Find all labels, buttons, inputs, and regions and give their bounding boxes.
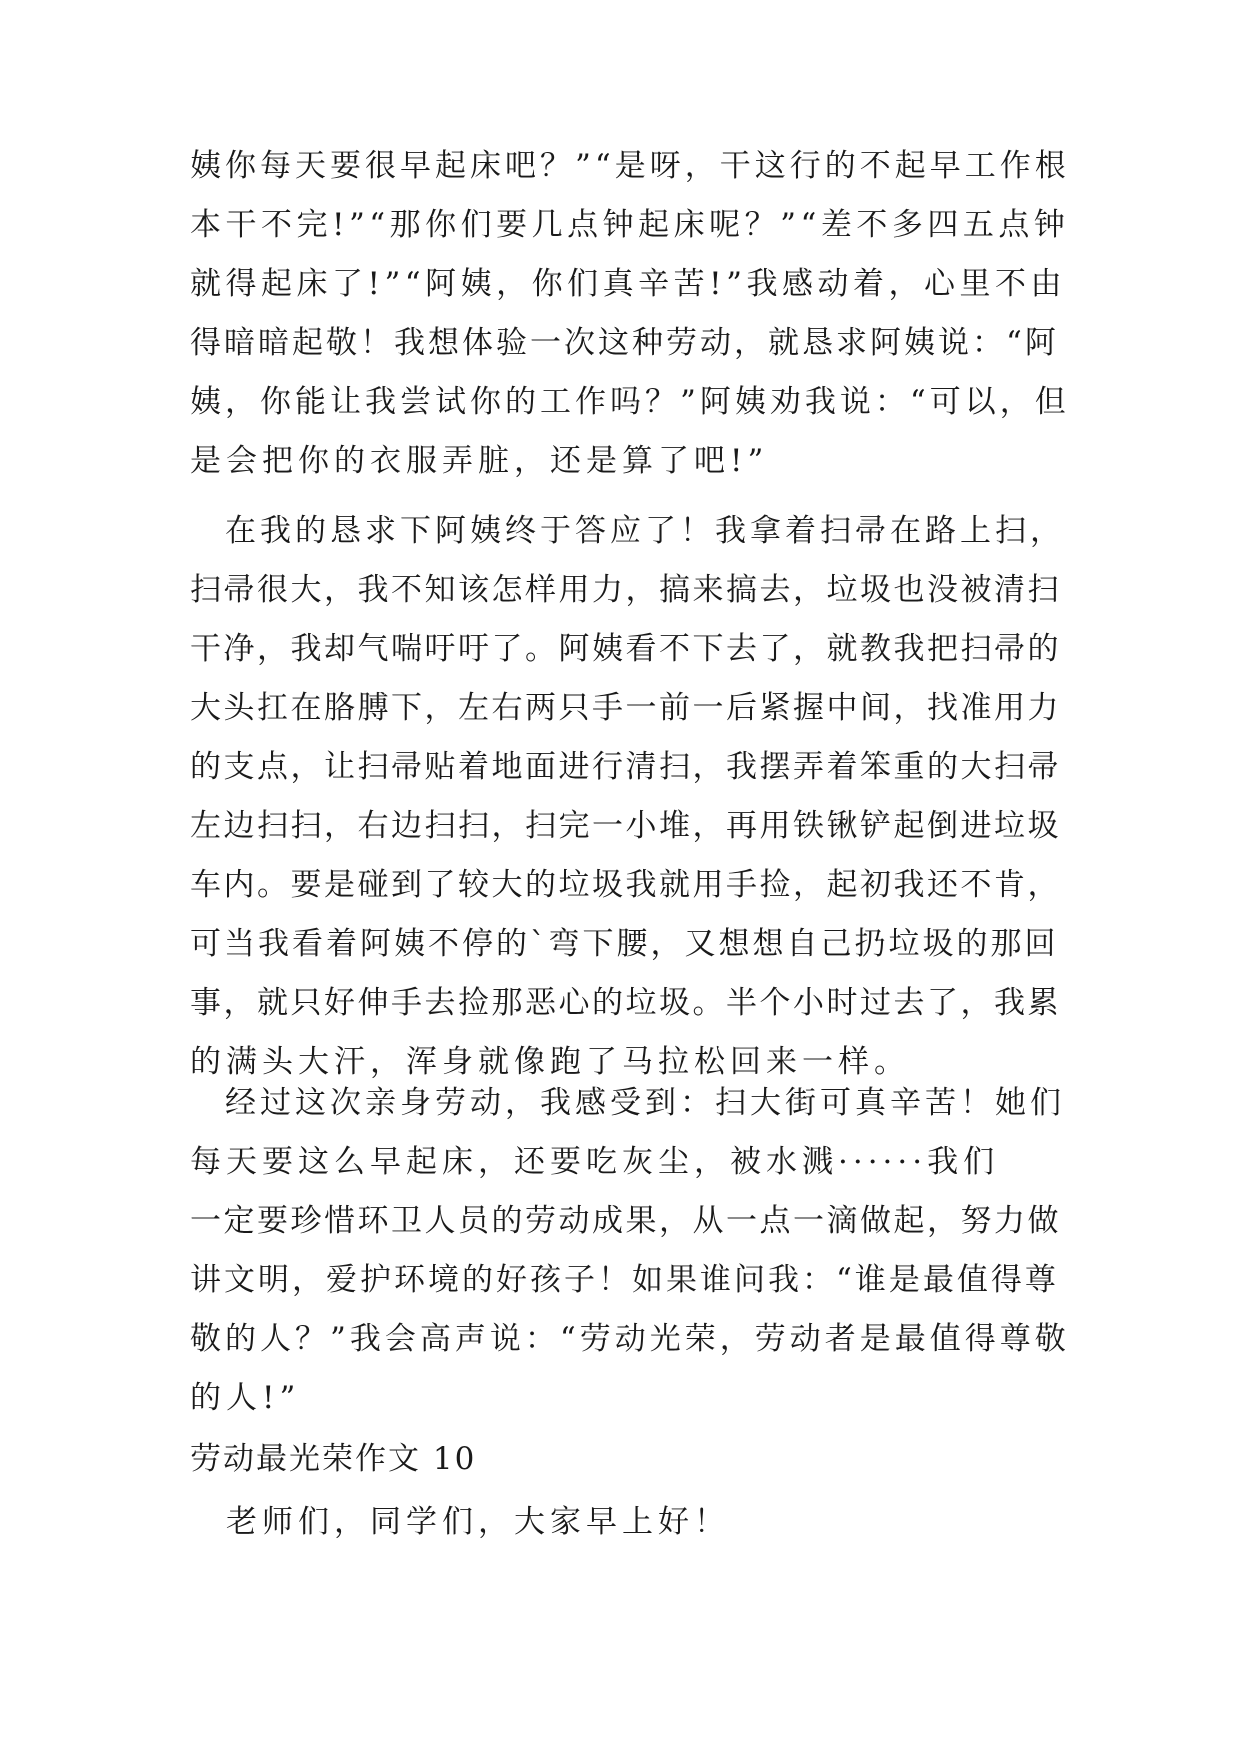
paragraph-4 (190, 1493, 1070, 1552)
text-line: 干净，我却气喘吁吁了。阿姨看不下去了，就教我把扫帚的 (190, 631, 1061, 667)
text-line: 的支点，让扫帚贴着地面进行清扫，我摆弄着笨重的大扫帚 (190, 749, 1061, 785)
text-line: 在我的恳求下阿姨终于答应了！我拿着扫帚在路上扫， (190, 513, 1065, 549)
text-line: 事，就只好伸手去捡那恶心的垃圾。半个小时过去了，我累 (190, 985, 1061, 1021)
paragraph-3 (190, 1074, 1070, 1428)
text-line: 可当我看着阿姨不停的`弯下腰，又想想自己扔垃圾的那回 (190, 926, 1059, 962)
text-line: 就得起床了!”“阿姨，你们真辛苦!”我感动着，心里不由 (190, 266, 1066, 302)
text-line: 扫帚很大，我不知该怎样用力，搞来搞去，垃圾也没被清扫 (190, 572, 1061, 608)
text-line: 得暗暗起敬！我想体验一次这种劳动，就恳求阿姨说：“阿 (190, 325, 1059, 361)
text-line: 每天要这么早起床，还要吃灰尘，被水溅······我们 (190, 1144, 1000, 1180)
text-line: 姨，你能让我尝试你的工作吗？”阿姨劝我说：“可以，但 (190, 384, 1070, 420)
text-line: 敬的人？”我会高声说：“劳动光荣，劳动者是最值得尊敬 (190, 1321, 1070, 1357)
paragraph-1 (190, 137, 1070, 491)
text-line: 本干不完!”“那你们要几点钟起床呢？”“差不多四五点钟 (190, 207, 1070, 243)
text-line: 姨你每天要很早起床吧？”“是呀，干这行的不起早工作根 (190, 148, 1070, 184)
text-line: 的人!” (190, 1380, 301, 1416)
section-heading: 劳动最光荣作文 10 (190, 1441, 477, 1477)
text-line: 一定要珍惜环卫人员的劳动成果，从一点一滴做起，努力做 (190, 1203, 1061, 1239)
text-line: 老师们，同学们，大家早上好！ (190, 1504, 730, 1540)
text-line: 的满头大汗，浑身就像跑了马拉松回来一样。 (190, 1044, 910, 1080)
text-line: 车内。要是碰到了较大的垃圾我就用手捡，起初我还不肯， (190, 867, 1061, 903)
text-line: 左边扫扫，右边扫扫，扫完一小堆，再用铁锹铲起倒进垃圾 (190, 808, 1061, 844)
text-line: 讲文明，爱护环境的好孩子！如果谁问我：“谁是最值得尊 (190, 1262, 1059, 1298)
paragraph-2 (190, 502, 1070, 1092)
text-line: 是会把你的衣服弄脏，还是算了吧!” (190, 443, 769, 479)
text-line: 大头扛在胳膊下，左右两只手一前一后紧握中间，找准用力 (190, 690, 1061, 726)
text-line: 经过这次亲身劳动，我感受到：扫大街可真辛苦！她们 (190, 1085, 1065, 1121)
